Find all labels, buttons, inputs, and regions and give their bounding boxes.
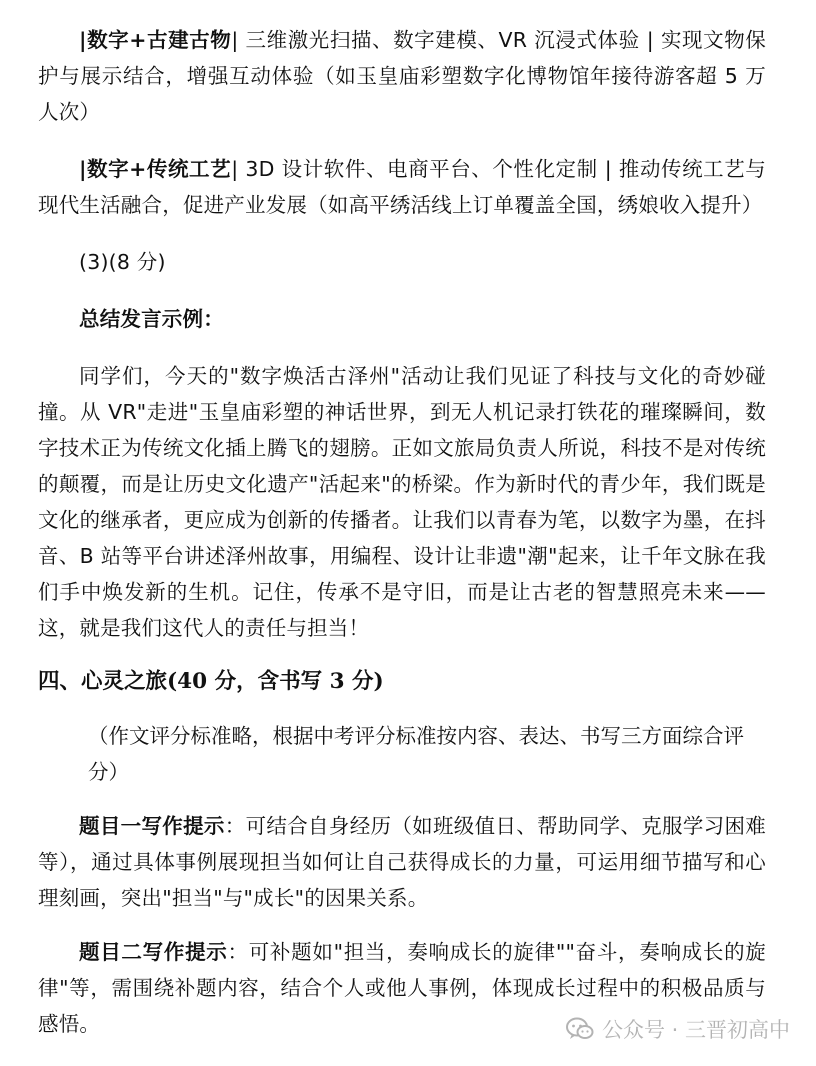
document-body [38, 22, 766, 1042]
question-score: (3)(8 分) [79, 250, 166, 274]
bold-lead: 题目一写作提示 [79, 814, 225, 838]
summary-speech-title: 总结发言示例： [79, 307, 224, 331]
paragraph-text: ：可结合自身经历（如班级值日、帮助同学、克服学习困难等），通过具体事例展现担当如何让自己获得成长的力量，可运用细节描写和心理刻画，突出"担当"与"成长"的因果关系。 [38, 814, 767, 910]
paragraph-text: | 三维激光扫描、数字建模、VR 沉浸式体验 | 实现文物保护与展示结合，增强互动体验（如玉皇庙彩塑数字化博物馆年接待游客超 5 万人次） [38, 28, 767, 124]
grading-note: （作文评分标准略，根据中考评分标准按内容、表达、书写三方面综合评分） [88, 724, 744, 784]
writing-tip-one [38, 808, 766, 916]
paragraph-text: | 3D 设计软件、电商平台、个性化定制 | 推动传统工艺与现代生活融合，促进产业发展（如高平绣活线上订单覆盖全国，绣娘收入提升） [38, 157, 766, 217]
section-heading: 四、心灵之旅(40 分，含书写 3 分) [38, 669, 384, 694]
bold-lead: |数字+传统工艺 [79, 157, 232, 181]
paragraph-digital-ancient-buildings [38, 22, 766, 130]
paragraph-digital-crafts [38, 151, 766, 223]
summary-speech-text: 同学们，今天的"数字焕活古泽州"活动让我们见证了科技与文化的奇妙碰撞。从 VR"走进"玉皇庙彩塑的神话世界，到无人机记录打铁花的璀璨瞬间，数字技术正为传统文化插上腾飞的翅膀。正如文旅局负责人所说，科技不是对传统的颠覆，而是让历史文化遗产"活起来"的桥梁。作为新时代的青少年，我们既是文化的继承者，更应成为创新的传播者。让我们以青春为笔，以数字为墨，在抖音、B 站等平台讲述泽州故事，用编程、设计让非遗"潮"起来，让千年文脉在我们手中焕发新的生机。记住，传承不是守旧，而是让古老的智慧照亮未来——这，就是我们这代人的责任与担当！ [38, 364, 766, 640]
wechat-icon [566, 1017, 594, 1041]
bold-lead: 题目二写作提示 [79, 940, 228, 964]
watermark [566, 1014, 790, 1044]
paragraph-text: ：可补题如"担当，奏响成长的旋律""奋斗，奏响成长的旋律"等，需围绕补题内容，结合个人或他人事例，体现成长过程中的积极品质与感悟。 [38, 940, 767, 1036]
watermark-text: 公众号 · 三晋初高中 [601, 1018, 790, 1042]
bold-lead: |数字+古建古物 [79, 28, 232, 52]
